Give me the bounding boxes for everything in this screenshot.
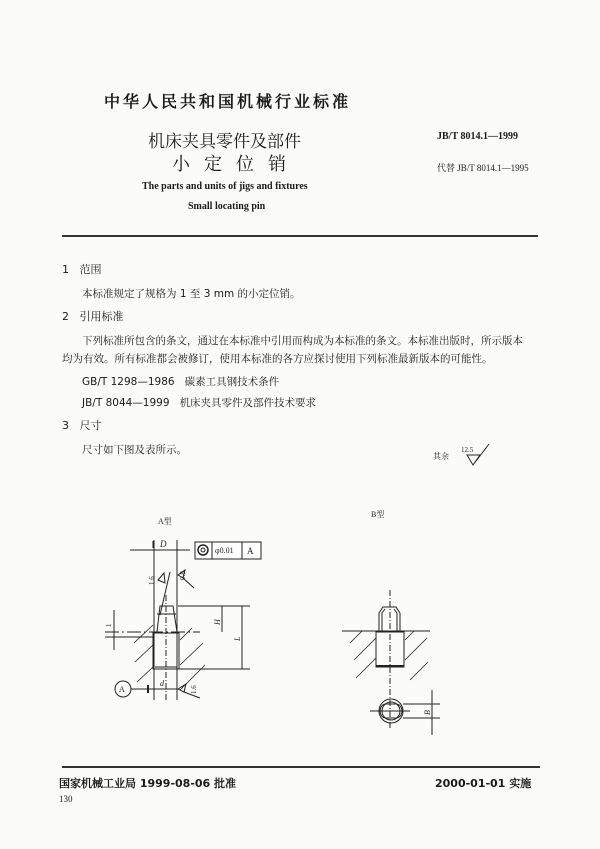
reference-title: 机床夹具零件及部件技术要求	[179, 397, 317, 409]
dim-L: L	[233, 636, 242, 641]
section-title: 引用标准	[79, 310, 124, 323]
dim-1: 1	[105, 623, 113, 627]
page-number: 130	[59, 794, 73, 804]
organization-header: 中华人民共和国机械行业标准	[104, 92, 352, 111]
roughness-rest-value: 12.5	[461, 446, 474, 454]
section-1-text: 本标准规定了规格为 1 至 3 mm 的小定位销。	[82, 288, 301, 300]
title-line2: 小定位销	[172, 154, 300, 175]
type-a-drawing	[105, 516, 261, 700]
tolerance-datum: A	[247, 546, 254, 556]
section-title: 尺寸	[79, 419, 102, 432]
roughness-top-left: 1.6	[148, 576, 156, 585]
section-2-text-line2: 均为有效。所有标准都会被修订，使用本标准的各方应探讨使用下列标准最新版本的可能性。	[62, 353, 493, 365]
effective-date: 2000-01-01 实施	[435, 777, 532, 790]
section-number: 2	[62, 310, 69, 323]
section-2-text-line1: 下列标准所包含的条文，通过在本标准中引用而构成为本标准的条文。本标准出版时，所示版本	[82, 335, 523, 347]
dim-B: B	[423, 710, 432, 715]
section-number: 3	[62, 419, 69, 432]
section-number: 1	[62, 263, 69, 276]
roughness-top-right: 0.8	[179, 571, 187, 580]
type-b-drawing	[342, 509, 440, 735]
datum-marker-label: A	[119, 685, 125, 694]
roughness-bottom: 1.6	[190, 685, 198, 694]
section-3-text: 尺寸如下图及表所示。	[82, 444, 187, 456]
english-title-line2: Small locating pin	[188, 201, 266, 212]
english-title-line1: The parts and units of jigs and fixtures	[142, 181, 308, 192]
replaces-standard: 代替 JB/T 8014.1—1995	[437, 163, 529, 173]
tolerance-value: φ0.01	[215, 546, 234, 555]
roughness-rest-label: 其余	[433, 452, 449, 461]
dim-H: H	[213, 619, 222, 625]
footer-divider	[62, 766, 540, 768]
issuer-approval: 国家机械工业局 1999-08-06 批准	[59, 777, 237, 790]
standard-code: JB/T 8014.1—1999	[437, 131, 518, 142]
type-a-label: A型	[158, 517, 172, 526]
reference-code: GB/T 1298—1986	[82, 376, 175, 388]
title-line1: 机床夹具零件及部件	[148, 132, 301, 152]
dim-D: D	[160, 539, 167, 549]
reference-code: JB/T 8044—1999	[82, 397, 170, 409]
dim-d: d	[160, 679, 164, 688]
type-b-label: B型	[371, 510, 385, 519]
reference-title: 碳素工具钢技术条件	[184, 376, 280, 388]
section-title: 范围	[79, 263, 102, 276]
